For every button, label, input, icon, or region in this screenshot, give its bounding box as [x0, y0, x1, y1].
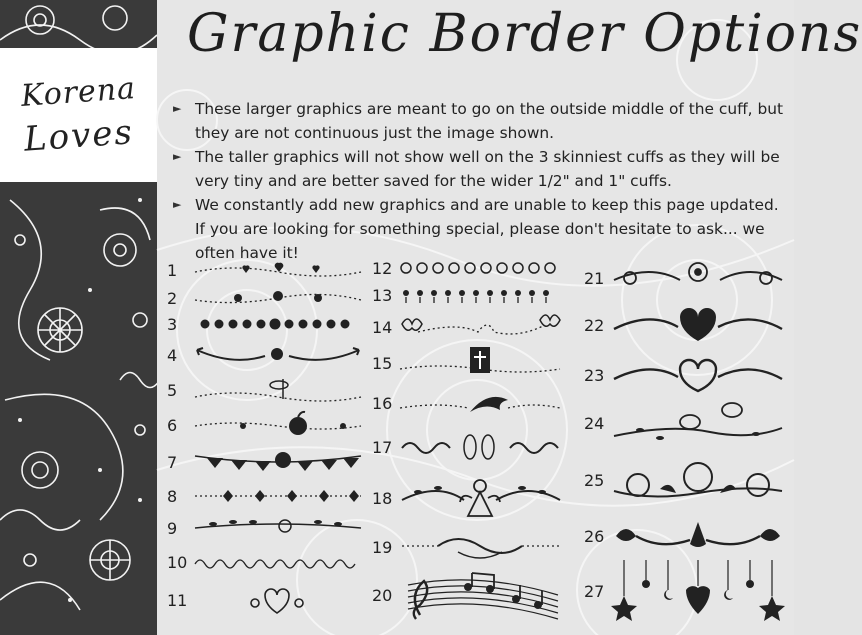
option-number: 23: [584, 365, 605, 385]
option-11[interactable]: [167, 585, 363, 615]
option-1[interactable]: [167, 260, 363, 280]
brand-logo: [0, 48, 157, 182]
note-item: [171, 97, 786, 145]
option-number: 22: [584, 315, 605, 335]
option-20[interactable]: [372, 565, 563, 625]
decorative-sidebar: [0, 0, 157, 635]
option-number: 7: [167, 452, 178, 472]
dolphin-border-icon: [398, 388, 563, 418]
flower-row-border-icon: [398, 258, 563, 278]
option-number: 16: [372, 393, 393, 413]
option-6[interactable]: [167, 410, 363, 440]
option-12[interactable]: [372, 258, 563, 278]
bullet-arrow-icon: ►: [173, 102, 182, 115]
music-notes-border-icon: [398, 565, 563, 625]
arrows-heart-border-icon: [193, 342, 363, 368]
cross-border-icon: [398, 345, 563, 381]
note-text: The taller graphics will not show well on the 3 skinniest cuffs as they will be very tiny and are better saved for the wider 1/2" and 1" cuffs.: [195, 148, 780, 190]
option-number: 3: [167, 314, 178, 334]
option-5[interactable]: [167, 375, 363, 405]
option-3[interactable]: [167, 314, 363, 334]
option-25[interactable]: [584, 455, 785, 505]
diamond-border-icon: [193, 486, 363, 506]
option-number: 18: [372, 488, 393, 508]
tiny-flowers-border-icon: [398, 285, 563, 305]
option-number: 12: [372, 258, 393, 278]
option-number: 19: [372, 537, 393, 557]
option-23[interactable]: [584, 355, 785, 395]
heart-chain-border-icon: [193, 314, 363, 334]
note-text: We constantly add new graphics and are unable to keep this page updated. If you are looking for something special, please don't hesitate to ask... we often have it!: [195, 196, 779, 262]
note-item: [171, 145, 786, 193]
option-number: 1: [167, 260, 178, 280]
birds-branch-border-icon: [610, 398, 785, 448]
brand-name-line2: Loves: [22, 111, 135, 160]
floral-heart-icon: [193, 585, 363, 615]
option-number: 8: [167, 486, 178, 506]
option-number: 21: [584, 268, 605, 288]
swirl-border-icon: [398, 532, 563, 562]
option-21[interactable]: [584, 258, 785, 298]
option-9[interactable]: [167, 516, 363, 540]
vine-leaf-border-icon: [193, 516, 363, 540]
option-26[interactable]: [584, 516, 785, 556]
main-panel: [157, 0, 862, 635]
option-number: 20: [372, 585, 393, 605]
apple-border-icon: [193, 410, 363, 440]
option-number: 4: [167, 345, 178, 365]
option-13[interactable]: [372, 285, 563, 305]
roses-border-icon: [610, 455, 785, 505]
option-10[interactable]: [167, 552, 363, 572]
option-22[interactable]: [584, 305, 785, 345]
brand-name-line1: Korena: [19, 70, 138, 114]
option-2[interactable]: [167, 288, 363, 308]
mom-heart-border-icon: [610, 305, 785, 345]
option-14[interactable]: [372, 312, 563, 342]
note-item: [171, 193, 786, 265]
note-text: These larger graphics are meant to go on the outside middle of the cuff, but they are not continuous just the image shown.: [195, 100, 784, 142]
option-number: 9: [167, 518, 178, 538]
option-number: 2: [167, 288, 178, 308]
hanging-charms-icon: [610, 560, 785, 622]
option-number: 24: [584, 413, 605, 433]
option-24[interactable]: [584, 398, 785, 448]
small-hearts-border-icon: [193, 260, 363, 280]
option-8[interactable]: [167, 486, 363, 506]
heart-vine-border-icon: [610, 355, 785, 395]
bullet-arrow-icon: ►: [173, 150, 182, 163]
option-number: 10: [167, 552, 188, 572]
option-number: 17: [372, 437, 393, 457]
butterfly-border-icon: [398, 312, 563, 342]
option-number: 25: [584, 470, 605, 490]
flourish-border-icon: [610, 516, 785, 556]
flower-vine-border-icon: [610, 258, 785, 298]
angel-vine-border-icon: [398, 476, 563, 520]
flower-bunting-border-icon: [193, 448, 363, 476]
option-17[interactable]: [372, 432, 563, 462]
option-number: 26: [584, 526, 605, 546]
option-number: 6: [167, 415, 178, 435]
option-number: 15: [372, 353, 393, 373]
option-number: 14: [372, 317, 393, 337]
option-number: 27: [584, 581, 605, 601]
option-19[interactable]: [372, 532, 563, 562]
option-18[interactable]: [372, 476, 563, 520]
option-15[interactable]: [372, 345, 563, 381]
hearts-dotted-border-icon: [193, 288, 363, 308]
option-number: 5: [167, 380, 178, 400]
option-27[interactable]: [584, 560, 785, 622]
option-16[interactable]: [372, 388, 563, 418]
option-4[interactable]: [167, 342, 363, 368]
page-title: Graphic Border Options: [187, 4, 862, 64]
flip-flops-border-icon: [398, 432, 563, 462]
bullet-arrow-icon: ►: [173, 198, 182, 211]
option-number: 13: [372, 285, 393, 305]
script-text-border-icon: [193, 552, 363, 572]
option-7[interactable]: [167, 448, 363, 476]
option-number: 11: [167, 590, 188, 610]
dragonfly-border-icon: [193, 375, 363, 405]
notes-list: [171, 97, 786, 265]
